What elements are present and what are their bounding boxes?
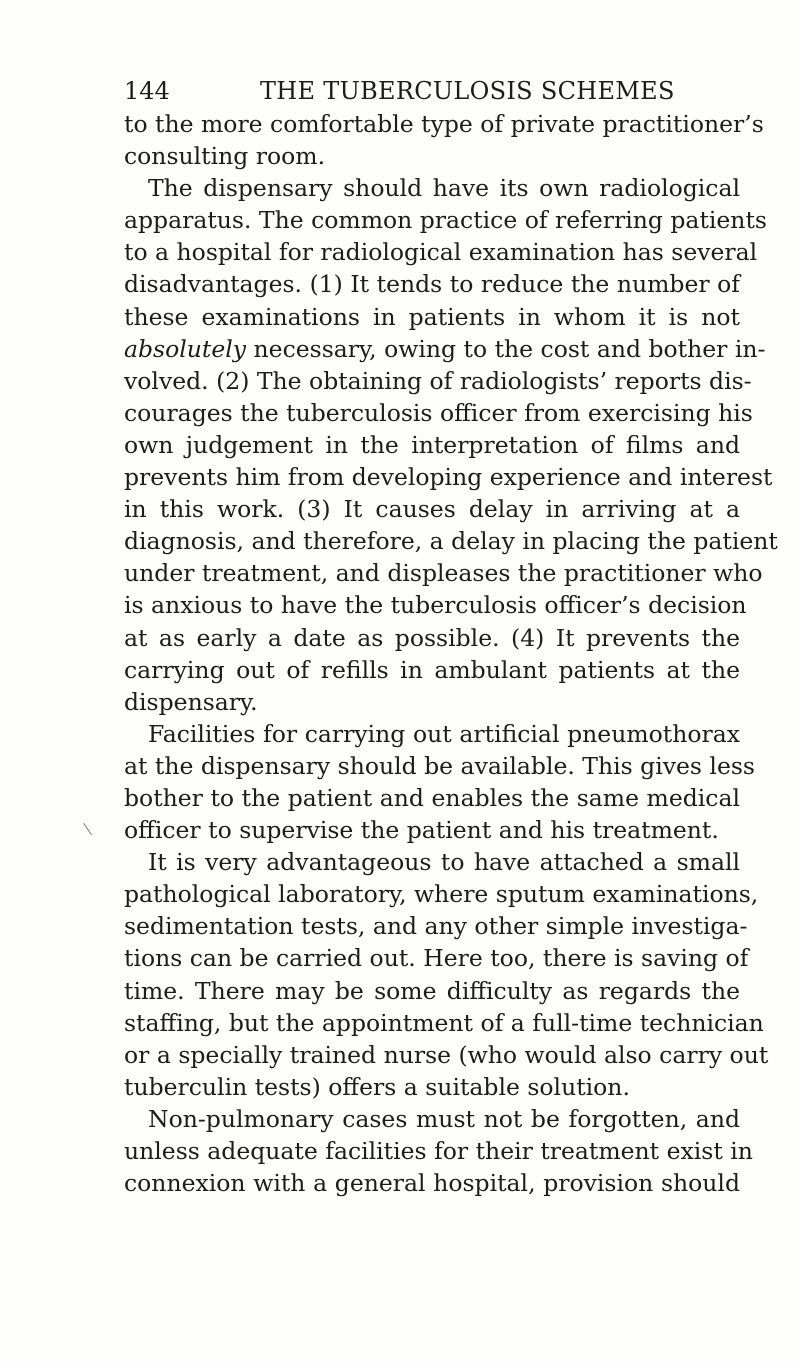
text-line: Non-pulmonary cases must not be forgotten, and xyxy=(148,1104,740,1133)
text-line: these examinations in patients in whom it is not xyxy=(124,302,740,331)
text-line: at the dispensary should be available. This gives less xyxy=(124,751,755,780)
text-line: time. There may be some difficulty as regards the xyxy=(124,976,740,1005)
text-line: under treatment, and displeases the practitioner who xyxy=(124,559,763,588)
running-title: THE TUBERCULOSIS SCHEMES xyxy=(260,77,675,105)
page-number: 144 xyxy=(124,77,170,105)
text-line: to the more comfortable type of private practitioner’s xyxy=(124,110,764,138)
text-line: own judgement in the interpretation of films and xyxy=(124,430,740,459)
text-line: is anxious to have the tuberculosis officer’s decision xyxy=(124,591,747,620)
text-line: unless adequate facilities for their treatment exist in xyxy=(124,1137,753,1165)
margin-pencil-mark xyxy=(83,823,92,835)
text-line: tuberculin tests) offers a suitable solution. xyxy=(124,1072,630,1101)
text-line: prevents him from developing experience and interest xyxy=(124,463,773,492)
text-line: disadvantages. (1) It tends to reduce the number of xyxy=(124,270,740,299)
running-head xyxy=(124,74,740,108)
body-text xyxy=(124,108,778,1199)
text-fragment: necessary, owing to the cost and bother in- xyxy=(246,334,766,363)
text-line: sedimentation tests, and any other simple investiga- xyxy=(124,912,748,941)
text-line: diagnosis, and therefore, a delay in placing the patient xyxy=(124,527,778,556)
text-line: Facilities for carrying out artificial pneumothorax xyxy=(148,719,740,748)
text-line-with-emphasis xyxy=(124,333,766,365)
text-line: at as early a date as possible. (4) It prevents the xyxy=(124,623,740,652)
text-line: apparatus. The common practice of referring patients xyxy=(124,206,767,235)
text-line: in this work. (3) It causes delay in arriving at a xyxy=(124,495,740,524)
text-line: bother to the patient and enables the same medical xyxy=(124,783,740,812)
text-line: tions can be carried out. Here too, there is saving of xyxy=(124,944,749,973)
text-line: courages the tuberculosis officer from exercising his xyxy=(124,398,753,427)
text-line: to a hospital for radiological examination has several xyxy=(124,238,758,267)
text-line: carrying out of refills in ambulant patients at the xyxy=(124,655,740,684)
text-line: pathological laboratory, where sputum examinations, xyxy=(124,880,759,909)
text-line: The dispensary should have its own radiological xyxy=(148,174,740,203)
emphasis-text: absolutely xyxy=(124,334,247,363)
text-line: officer to supervise the patient and his treatment. xyxy=(124,816,719,845)
text-line: volved. (2) The obtaining of radiologists’ reports dis- xyxy=(124,366,752,395)
text-line: consulting room. xyxy=(124,142,326,171)
text-line: dispensary. xyxy=(124,687,258,716)
text-line: connexion with a general hospital, provision should xyxy=(124,1169,740,1198)
text-line: or a specially trained nurse (who would also carry out xyxy=(124,1040,769,1069)
text-line: staffing, but the appointment of a full-time technician xyxy=(124,1008,764,1037)
text-line: It is very advantageous to have attached a small xyxy=(148,848,740,877)
